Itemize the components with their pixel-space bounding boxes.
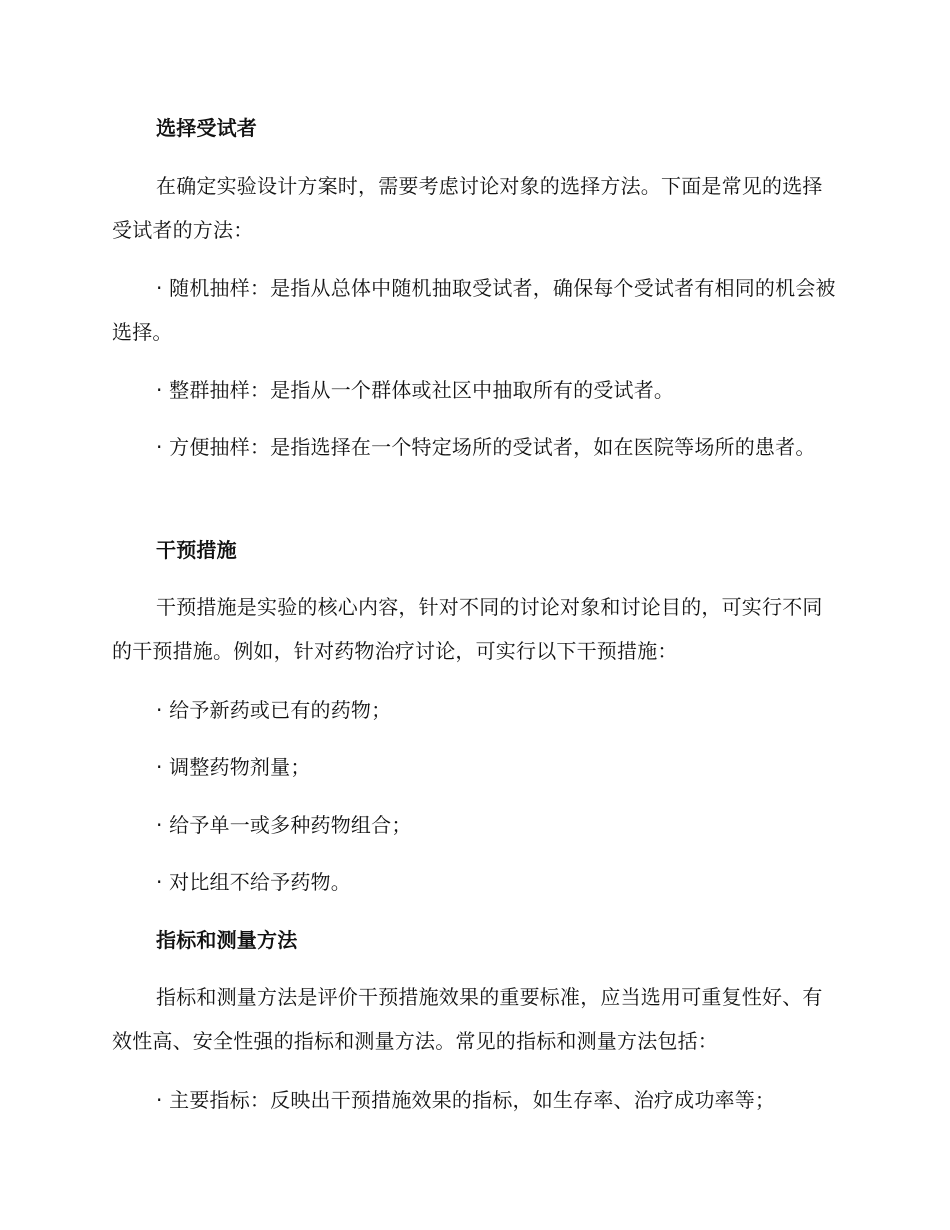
list-item-convenience-sampling: · 方便抽样：是指选择在一个特定场所的受试者，如在医院等场所的患者。: [156, 435, 816, 459]
section-heading-intervention: 干预措施: [156, 538, 237, 562]
list-item-adjust-dose: · 调整药物剂量；: [156, 755, 311, 779]
section-heading-selection: 选择受试者: [156, 116, 257, 140]
list-item-new-drug: · 给予新药或已有的药物；: [156, 698, 392, 722]
list-item-control-group: · 对比组不给予药物。: [156, 870, 351, 894]
section-heading-measurement: 指标和测量方法: [156, 928, 298, 952]
paragraph-intervention-intro: 干预措施是实验的核心内容，针对不同的讨论对象和讨论目的，可实行不同的干预措施。例如，针对药物治疗讨论，可实行以下干预措施：: [112, 595, 823, 663]
list-item-random-sampling: · 随机抽样：是指从总体中随机抽取受试者，确保每个受试者有相同的机会被选择。: [112, 276, 836, 344]
list-item-drug-combination: · 给予单一或多种药物组合；: [156, 813, 412, 837]
list-item-primary-indicator: · 主要指标：反映出干预措施效果的指标，如生存率、治疗成功率等；: [156, 1088, 776, 1112]
list-item-cluster-sampling: · 整群抽样：是指从一个群体或社区中抽取所有的受试者。: [156, 378, 675, 402]
paragraph-measurement-intro: 指标和测量方法是评价干预措施效果的重要标准，应当选用可重复性好、有效性高、安全性强的指标和测量方法。常见的指标和测量方法包括：: [112, 985, 823, 1053]
paragraph-selection-intro: 在确定实验设计方案时，需要考虑讨论对象的选择方法。下面是常见的选择受试者的方法：: [112, 174, 823, 242]
